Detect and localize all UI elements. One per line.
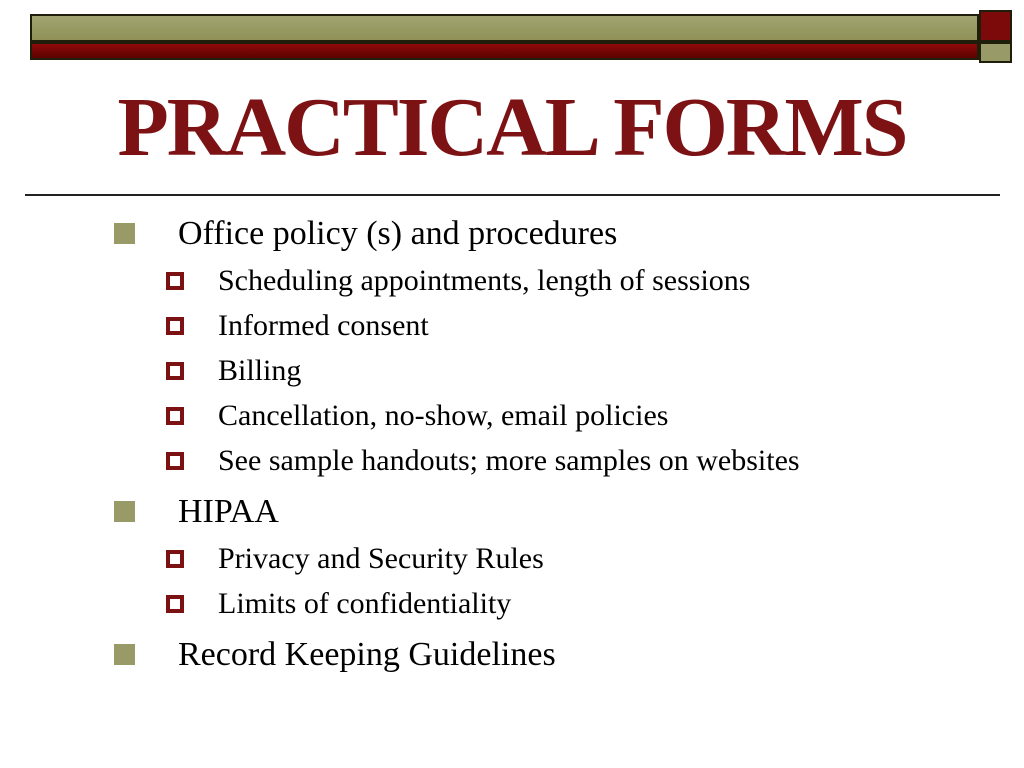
list-item [0,581,1024,626]
list-item [0,630,1024,679]
header-olive-band [30,14,979,42]
list-item [0,303,1024,348]
hollow-square-bullet-icon [166,550,184,568]
list-item [0,209,1024,258]
hollow-square-bullet-icon [166,317,184,335]
list-item [0,348,1024,393]
list-item [0,258,1024,303]
list-item [0,393,1024,438]
square-bullet-icon [114,644,135,665]
slide-title: PRACTICAL FORMS [117,81,907,174]
list-item [0,536,1024,581]
list-item-label: Privacy and Security Rules [218,541,544,575]
list-item [0,438,1024,483]
hollow-square-bullet-icon [166,452,184,470]
header-olive-corner-square [979,42,1012,63]
list-item-label: See sample handouts; more samples on websites [218,443,800,477]
hollow-square-bullet-icon [166,272,184,290]
square-bullet-icon [114,223,135,244]
list-item-label: Informed consent [218,308,429,342]
list-item-label: Scheduling appointments, length of sessions [218,263,751,297]
square-bullet-icon [114,501,135,522]
header-red-corner-square [979,10,1012,42]
slide-body [0,209,1024,679]
hollow-square-bullet-icon [166,407,184,425]
list-item-label: HIPAA [178,492,279,530]
hollow-square-bullet-icon [166,595,184,613]
list-item-label: Record Keeping Guidelines [178,635,556,673]
list-item-label: Cancellation, no-show, email policies [218,398,669,432]
list-item-label: Limits of confidentiality [218,586,512,620]
header-maroon-band [30,42,979,60]
title-underline-rule [25,194,1000,196]
list-item-label: Office policy (s) and procedures [178,214,618,252]
hollow-square-bullet-icon [166,362,184,380]
list-item-label: Billing [218,353,302,387]
list-item [0,487,1024,536]
